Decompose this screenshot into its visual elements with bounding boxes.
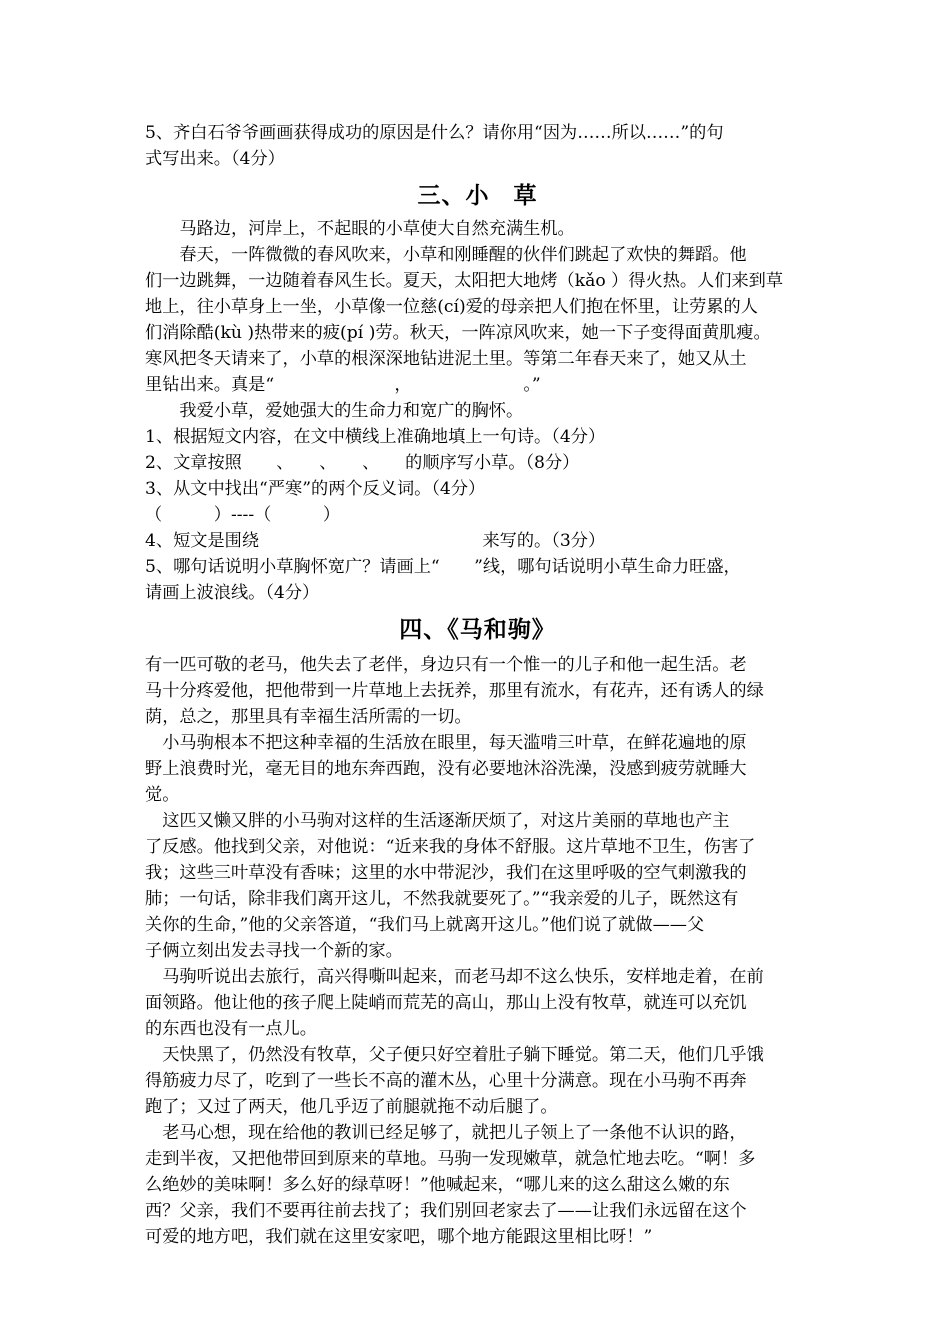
story-line: 小马驹根本不把这种幸福的生活放在眼里，每天滥啃三叶草，在鲜花遍地的原	[145, 733, 747, 753]
question-line: 请画上波浪线。（4分）	[145, 583, 320, 603]
story-line: 肺；一句话，除非我们离开这儿，不然我就要死了。”“我亲爱的儿子，既然这有	[145, 889, 739, 909]
passage-line: 寒风把冬天请来了，小草的根深深地钻进泥土里。等第二年春天来了，她又从土	[145, 349, 747, 369]
section-3-title: 三、小 草	[417, 182, 538, 209]
question-line: 5、哪句话说明小草胸怀宽广？请画上“ ”线，哪句话说明小草生命力旺盛，	[145, 557, 741, 577]
story-line: 的东西也没有一点儿。	[145, 1019, 317, 1039]
question-line: 2、文章按照 、 、 、 的顺序写小草。（8分）	[145, 453, 580, 473]
passage-line: 们一边跳舞，一边随着春风生长。夏天，太阳把大地烤（kǎo ）得火热。人们来到草	[145, 271, 784, 291]
story-line: 了反感。他找到父亲，对他说：“近来我的身体不舒服。这片草地不卫生，伤害了	[145, 837, 756, 857]
story-line: 老马心想，现在给他的教训已经足够了，就把儿子领上了一条他不认识的路，	[145, 1123, 747, 1143]
story-line: 野上浪费时光，毫无目的地东奔西跑，没有必要地沐浴洗澡，没感到疲劳就睡大	[145, 759, 747, 779]
passage-line: 们消除酷(kù )热带来的疲(pí )劳。秋天，一阵凉风吹来，她一下子变得面黄肌瘦。	[145, 323, 771, 343]
document-content	[145, 120, 810, 1250]
question-line: （ ）----（ ）	[145, 505, 341, 525]
story-line: 这匹又懒又胖的小马驹对这样的生活逐渐厌烦了，对这片美丽的草地也产主	[145, 811, 730, 831]
passage-line: 地上，往小草身上一坐，小草像一位慈(cí)爱的母亲把人们抱在怀里，让劳累的人	[145, 297, 758, 317]
story-line: 有一匹可敬的老马，他失去了老伴，身边只有一个惟一的儿子和他一起生活。老	[145, 655, 747, 675]
story-line: 西？父亲，我们不要再往前去找了；我们别回老家去了——让我们永远留在这个	[145, 1201, 747, 1221]
story-line: 荫，总之，那里具有幸福生活所需的一切。	[145, 707, 472, 727]
section-4-title: 四、《马和驹》	[399, 616, 556, 643]
passage-line: 马路边，河岸上，不起眼的小草使大自然充满生机。	[145, 219, 575, 239]
question-line: 1、根据短文内容，在文中横线上准确地填上一句诗。（4分）	[145, 427, 606, 447]
story-line: 么绝妙的美味啊！多么好的绿草呀！”他喊起来，“哪儿来的这么甜这么嫩的东	[145, 1175, 730, 1195]
story-line: 关你的生命，”他的父亲答道，“我们马上就离开这儿。”他们说了就做——父	[145, 915, 705, 935]
question-5-line-2: 式写出来。（4分）	[145, 149, 285, 169]
question-5-line-1: 5、齐白石爷爷画画获得成功的原因是什么？请你用“因为……所以……”的句	[145, 123, 724, 143]
story-line: 觉。	[145, 785, 180, 805]
question-line: 3、从文中找出“严寒”的两个反义词。（4分）	[145, 479, 486, 499]
story-line: 我；这些三叶草没有香味；这里的水中带泥沙，我们在这里呼吸的空气刺激我的	[145, 863, 747, 883]
passage-line: 里钻出来。真是“ ， 。”	[145, 375, 541, 395]
passage-line: 春天，一阵微微的春风吹来，小草和刚睡醒的伙伴们跳起了欢快的舞蹈。他	[145, 245, 747, 265]
story-line: 跑了；又过了两天，他几乎迈了前腿就拖不动后腿了。	[145, 1097, 558, 1117]
story-line: 子俩立刻出发去寻找一个新的家。	[145, 941, 403, 961]
question-line: 4、短文是围绕 来写的。（3分）	[145, 531, 606, 551]
passage-line: 我爱小草，爱她强大的生命力和宽广的胸怀。	[145, 401, 524, 421]
story-line: 马十分疼爱他，把他带到一片草地上去抚养，那里有流水，有花卉，还有诱人的绿	[145, 681, 764, 701]
story-line: 马驹听说出去旅行，高兴得嘶叫起来，而老马却不这么快乐，安样地走着，在前	[145, 967, 764, 987]
story-line: 面领路。他让他的孩子爬上陡峭而荒芜的高山，那山上没有牧草，就连可以充饥	[145, 993, 747, 1013]
story-line: 走到半夜，又把他带回到原来的草地。马驹一发现嫩草，就急忙地去吃。“啊！多	[145, 1149, 756, 1169]
story-line: 可爱的地方吧，我们就在这里安家吧，哪个地方能跟这里相比呀！”	[145, 1227, 653, 1247]
story-line: 天快黑了，仍然没有牧草，父子便只好空着肚子躺下睡觉。第二天，他们几乎饿	[145, 1045, 764, 1065]
story-line: 得筋疲力尽了，吃到了一些长不高的灌木丛，心里十分满意。现在小马驹不再奔	[145, 1071, 747, 1091]
